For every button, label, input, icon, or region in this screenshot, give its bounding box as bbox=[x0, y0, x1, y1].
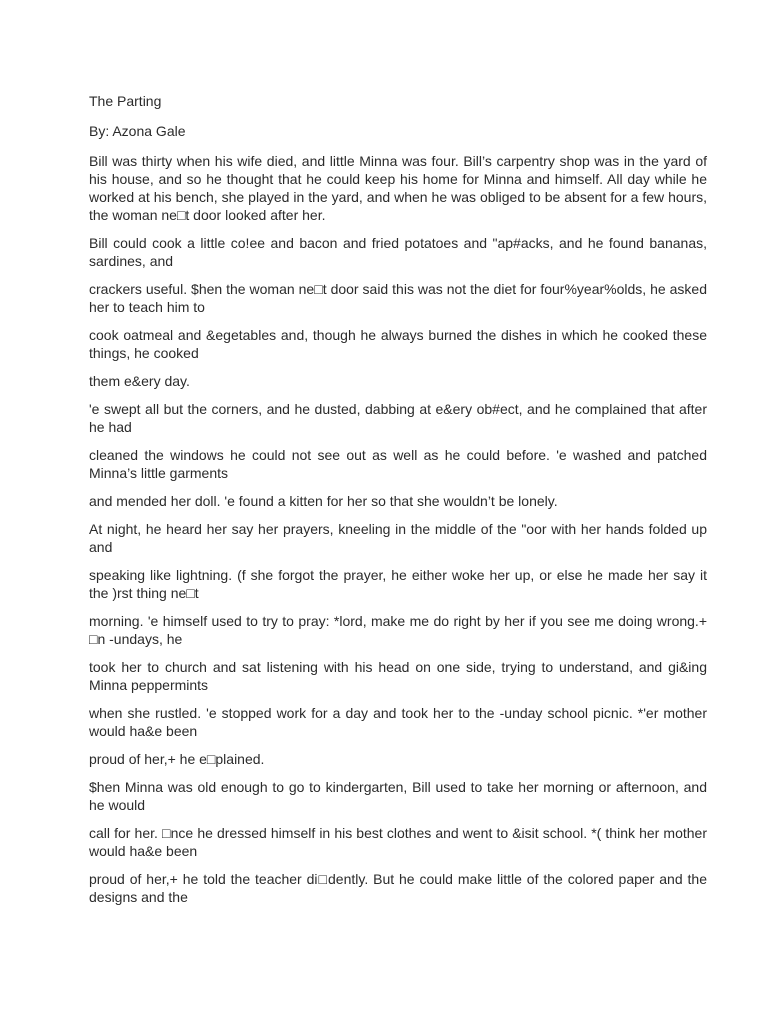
paragraph: 'e swept all but the corners, and he dusted, dabbing at e&ery ob#ect, and he complained that after he had bbox=[89, 401, 707, 435]
paragraph: when she rustled. 'e stopped work for a day and took her to the -unday school picnic. *'er mother would ha&e been bbox=[89, 705, 707, 739]
paragraph: At night, he heard her say her prayers, kneeling in the middle of the "oor with her hands folded up and bbox=[89, 521, 707, 555]
paragraph: took her to church and sat listening with his head on one side, trying to understand, and gi&ing Minna peppermints bbox=[89, 659, 707, 693]
paragraph: and mended her doll. 'e found a kitten for her so that she wouldn’t be lonely. bbox=[89, 493, 558, 509]
paragraph: cleaned the windows he could not see out as well as he could before. 'e washed and patched Minna’s little garments bbox=[89, 447, 707, 481]
paragraph: morning. 'e himself used to try to pray: *lord, make me do right by her if you see me doing wrong.+ □n -undays, he bbox=[89, 613, 707, 647]
paragraph: cook oatmeal and &egetables and, though he always burned the dishes in which he cooked these things, he cooked bbox=[89, 327, 707, 361]
paragraph: them e&ery day. bbox=[89, 373, 190, 389]
document-byline: By: Azona Gale bbox=[89, 123, 186, 139]
paragraph: crackers useful. $hen the woman ne□t door said this was not the diet for four%year%olds, he asked her to teach him to bbox=[89, 281, 707, 315]
paragraph: call for her. □nce he dressed himself in his best clothes and went to &isit school. *( think her mother would ha&e been bbox=[89, 825, 707, 859]
paragraph: $hen Minna was old enough to go to kindergarten, Bill used to take her morning or afternoon, and he would bbox=[89, 779, 707, 813]
paragraph: proud of her,+ he told the teacher di□dently. But he could make little of the colored paper and the designs and the bbox=[89, 871, 707, 905]
paragraph: Bill was thirty when his wife died, and little Minna was four. Bill’s carpentry shop was in the yard of his house, and so he thought that he could keep his home for Minna and himself. All day while he worked at his bench, she played in the yard, and when he was obliged to be absent for a few hours, the woman ne□t door looked after her. bbox=[89, 153, 707, 223]
paragraph: proud of her,+ he e□plained. bbox=[89, 751, 265, 767]
paragraph: Bill could cook a little co!ee and bacon and fried potatoes and "ap#acks, and he found bananas, sardines, and bbox=[89, 235, 707, 269]
paragraph: speaking like lightning. (f she forgot the prayer, he either woke her up, or else he made her say it the )rst thing ne□t bbox=[89, 567, 707, 601]
document-title: The Parting bbox=[89, 93, 162, 109]
document-page bbox=[89, 92, 707, 916]
